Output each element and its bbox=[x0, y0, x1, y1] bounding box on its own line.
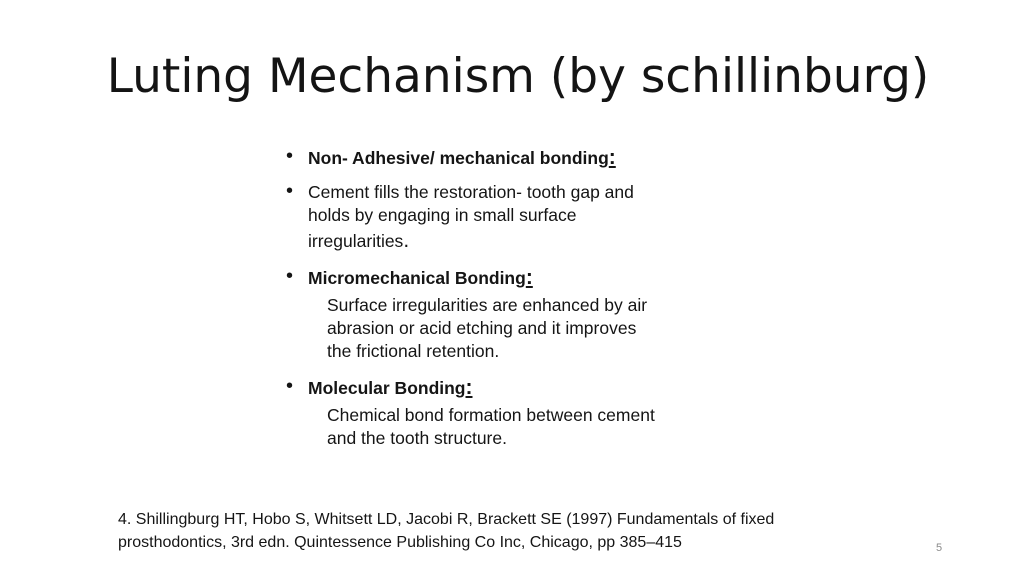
bullet-text-line: holds by engaging in small surface bbox=[308, 205, 577, 225]
bullet-heading: Non- Adhesive/ mechanical bonding: bbox=[308, 146, 616, 169]
bullet-heading: Molecular Bonding: bbox=[308, 376, 473, 399]
detail-line: abrasion or acid etching and it improves bbox=[327, 318, 637, 338]
bullet-detail bbox=[286, 404, 716, 450]
bullet-heading: Micromechanical Bonding: bbox=[308, 266, 533, 289]
bullet-text-line: irregularities. bbox=[308, 229, 410, 252]
slide-title: Luting Mechanism (by schillinburg) bbox=[106, 49, 930, 104]
citation bbox=[118, 508, 838, 554]
detail-line: the frictional retention. bbox=[327, 341, 500, 361]
bullet-list bbox=[286, 146, 716, 450]
bullet-text-line: Cement fills the restoration- tooth gap and bbox=[308, 182, 634, 202]
detail-line: and the tooth structure. bbox=[327, 428, 507, 448]
bullet-micromechanical bbox=[286, 266, 716, 290]
bullet-molecular bbox=[286, 376, 716, 400]
bullet-dot: • bbox=[286, 265, 294, 287]
page-number: 5 bbox=[936, 542, 943, 554]
detail-line: Chemical bond formation between cement bbox=[327, 405, 655, 425]
citation-line: prosthodontics, 3rd edn. Quintessence Publishing Co Inc, Chicago, pp 385–415 bbox=[118, 534, 682, 551]
bullet-cement-fills bbox=[286, 181, 716, 253]
bullet-non-adhesive bbox=[286, 146, 716, 170]
detail-line: Surface irregularities are enhanced by air bbox=[327, 295, 648, 315]
bullet-detail bbox=[286, 294, 716, 363]
bullet-dot: • bbox=[286, 180, 294, 202]
bullet-dot: • bbox=[286, 375, 294, 397]
citation-line: 4. Shillingburg HT, Hobo S, Whitsett LD, Jacobi R, Brackett SE (1997) Fundamentals of fixed bbox=[118, 511, 775, 528]
bullet-dot: • bbox=[286, 145, 294, 167]
